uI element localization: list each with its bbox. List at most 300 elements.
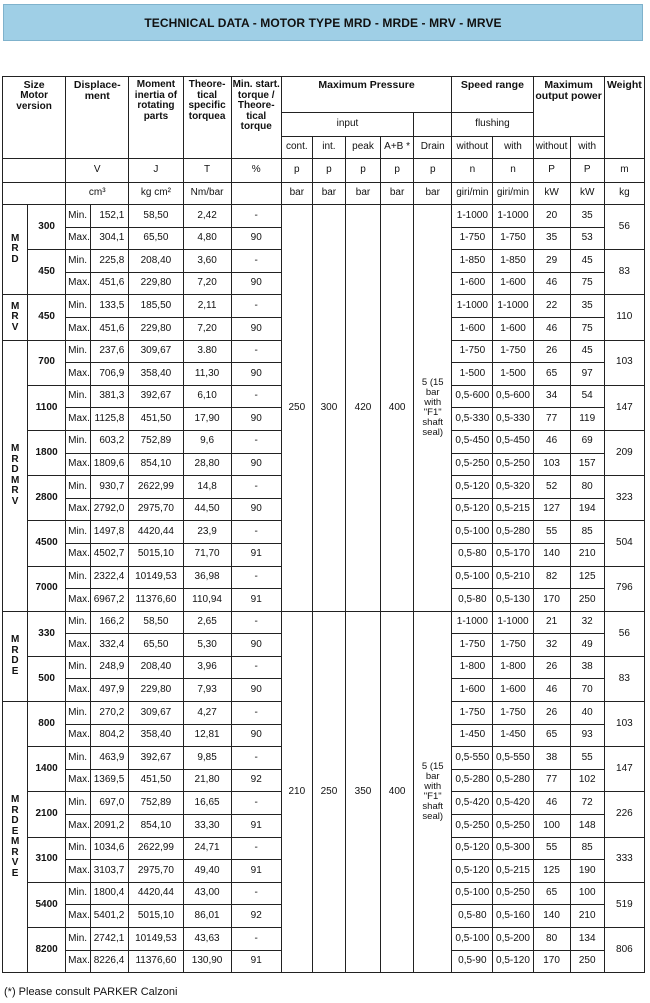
size-cell: 4500 xyxy=(28,521,66,566)
minmax-label: Min. xyxy=(66,611,91,634)
start-torque-value: 90 xyxy=(231,408,281,431)
size-cell: 8200 xyxy=(28,928,66,973)
weight-cell: 83 xyxy=(604,656,644,701)
power-with: 102 xyxy=(570,769,604,792)
size-cell: 330 xyxy=(28,611,66,656)
speed-with: 0,5-420 xyxy=(493,792,533,815)
power-with: 32 xyxy=(570,611,604,634)
start-torque-value: 90 xyxy=(231,498,281,521)
power-with: 53 xyxy=(570,227,604,250)
start-torque-value: 90 xyxy=(231,227,281,250)
power-with: 55 xyxy=(570,747,604,770)
power-with: 45 xyxy=(570,340,604,363)
weight-cell: 103 xyxy=(604,340,644,385)
size-cell: 700 xyxy=(28,340,66,385)
displacement-value: 706,9 xyxy=(91,363,129,386)
displacement-value: 930,7 xyxy=(91,476,129,499)
motor-version-cell: MRDE MRVE xyxy=(3,702,28,973)
displacement-value: 2091,2 xyxy=(91,815,129,838)
col-speed-range: Speed range xyxy=(452,77,533,113)
displacement-value: 2742,1 xyxy=(91,928,129,951)
start-torque-value: 91 xyxy=(231,860,281,883)
power-without: 170 xyxy=(533,950,570,973)
moment-value: 65,50 xyxy=(129,227,183,250)
size-cell: 450 xyxy=(28,250,66,295)
displacement-value: 1800,4 xyxy=(91,882,129,905)
speed-with: 0,5-130 xyxy=(493,589,533,612)
size-cell: 2100 xyxy=(28,792,66,837)
pressure-ab: 400 xyxy=(381,611,414,973)
power-with: 38 xyxy=(570,656,604,679)
pressure-int: 250 xyxy=(312,611,345,973)
torque-value: 33,30 xyxy=(183,815,231,838)
power-with: 190 xyxy=(570,860,604,883)
displacement-value: 3103,7 xyxy=(91,860,129,883)
power-without: 46 xyxy=(533,679,570,702)
power-with: 35 xyxy=(570,205,604,228)
speed-without: 0,5-80 xyxy=(452,543,493,566)
power-without: 26 xyxy=(533,340,570,363)
power-without: 46 xyxy=(533,430,570,453)
power-with: 75 xyxy=(570,272,604,295)
motor-version-cell: MRD xyxy=(3,205,28,295)
moment-value: 5015,10 xyxy=(129,543,183,566)
weight-cell: 806 xyxy=(604,928,644,973)
weight-cell: 323 xyxy=(604,476,644,521)
torque-value: 7,93 xyxy=(183,679,231,702)
torque-value: 28,80 xyxy=(183,453,231,476)
speed-without: 0,5-600 xyxy=(452,385,493,408)
power-without: 29 xyxy=(533,250,570,273)
displacement-value: 497,9 xyxy=(91,679,129,702)
speed-without: 1-750 xyxy=(452,702,493,725)
speed-with: 1-1000 xyxy=(493,205,533,228)
torque-value: 2,65 xyxy=(183,611,231,634)
minmax-label: Min. xyxy=(66,476,91,499)
weight-cell: 519 xyxy=(604,882,644,927)
minmax-label: Min. xyxy=(66,340,91,363)
moment-value: 358,40 xyxy=(129,724,183,747)
torque-value: 14,8 xyxy=(183,476,231,499)
speed-without: 1-850 xyxy=(452,250,493,273)
speed-without: 0,5-550 xyxy=(452,747,493,770)
moment-value: 854,10 xyxy=(129,453,183,476)
speed-without: 0,5-100 xyxy=(452,521,493,544)
displacement-value: 1034,6 xyxy=(91,837,129,860)
minmax-label: Min. xyxy=(66,385,91,408)
torque-value: 23,9 xyxy=(183,521,231,544)
power-with: 100 xyxy=(570,882,604,905)
start-torque-value: 90 xyxy=(231,317,281,340)
power-with: 119 xyxy=(570,408,604,431)
torque-value: 86,01 xyxy=(183,905,231,928)
moment-value: 11376,60 xyxy=(129,950,183,973)
minmax-label: Min. xyxy=(66,205,91,228)
pressure-cont: 250 xyxy=(281,205,312,612)
speed-with: 0,5-200 xyxy=(493,928,533,951)
displacement-value: 2322,4 xyxy=(91,566,129,589)
displacement-value: 225,8 xyxy=(91,250,129,273)
minmax-label: Min. xyxy=(66,656,91,679)
start-torque-value: 90 xyxy=(231,724,281,747)
weight-cell: 504 xyxy=(604,521,644,566)
moment-value: 4420,44 xyxy=(129,882,183,905)
torque-value: 17,90 xyxy=(183,408,231,431)
displacement-value: 4502,7 xyxy=(91,543,129,566)
start-torque-value: - xyxy=(231,385,281,408)
torque-value: 16,65 xyxy=(183,792,231,815)
displacement-value: 381,3 xyxy=(91,385,129,408)
weight-cell: 147 xyxy=(604,747,644,792)
motor-version-cell: MRDE xyxy=(3,611,28,701)
power-with: 72 xyxy=(570,792,604,815)
symbol-cell: p xyxy=(345,159,380,183)
start-torque-value: 91 xyxy=(231,589,281,612)
minmax-label: Min. xyxy=(66,882,91,905)
power-without: 52 xyxy=(533,476,570,499)
speed-without: 1-750 xyxy=(452,634,493,657)
minmax-label: Max. xyxy=(66,905,91,928)
unit-cell: kg xyxy=(604,183,644,205)
speed-without: 1-750 xyxy=(452,340,493,363)
minmax-label: Max. xyxy=(66,363,91,386)
size-cell: 3100 xyxy=(28,837,66,882)
moment-value: 65,50 xyxy=(129,634,183,657)
displacement-value: 152,1 xyxy=(91,205,129,228)
start-torque-value: - xyxy=(231,521,281,544)
power-without: 46 xyxy=(533,317,570,340)
moment-value: 10149,53 xyxy=(129,566,183,589)
torque-value: 44,50 xyxy=(183,498,231,521)
speed-with: 1-750 xyxy=(493,340,533,363)
power-without: 46 xyxy=(533,272,570,295)
torque-value: 21,80 xyxy=(183,769,231,792)
symbol-cell: P xyxy=(533,159,570,183)
moment-value: 451,50 xyxy=(129,408,183,431)
power-without: 65 xyxy=(533,724,570,747)
speed-with: 1-750 xyxy=(493,634,533,657)
speed-without: 1-500 xyxy=(452,363,493,386)
start-torque-value: - xyxy=(231,430,281,453)
power-without: 65 xyxy=(533,363,570,386)
unit-cell-blank xyxy=(3,183,66,205)
table-row xyxy=(3,611,645,634)
displacement-value: 8226,4 xyxy=(91,950,129,973)
torque-value: 24,71 xyxy=(183,837,231,860)
power-with: 194 xyxy=(570,498,604,521)
start-torque-value: - xyxy=(231,928,281,951)
power-with: 210 xyxy=(570,543,604,566)
power-with: 148 xyxy=(570,815,604,838)
power-without: 140 xyxy=(533,543,570,566)
start-torque-value: - xyxy=(231,295,281,318)
symbol-cell: J xyxy=(129,159,183,183)
symbol-cell: P xyxy=(570,159,604,183)
minmax-label: Min. xyxy=(66,792,91,815)
unit-cell: giri/min xyxy=(452,183,493,205)
moment-value: 11376,60 xyxy=(129,589,183,612)
start-torque-value: 91 xyxy=(231,815,281,838)
unit-cell: bar xyxy=(345,183,380,205)
symbol-cell: n xyxy=(452,159,493,183)
moment-value: 208,40 xyxy=(129,656,183,679)
minmax-label: Max. xyxy=(66,408,91,431)
moment-value: 358,40 xyxy=(129,363,183,386)
minmax-label: Max. xyxy=(66,815,91,838)
moment-value: 309,67 xyxy=(129,702,183,725)
power-without: 21 xyxy=(533,611,570,634)
weight-cell: 56 xyxy=(604,205,644,250)
pressure-peak: 420 xyxy=(345,205,380,612)
speed-with: 0,5-550 xyxy=(493,747,533,770)
minmax-label: Min. xyxy=(66,928,91,951)
weight-cell: 147 xyxy=(604,385,644,430)
minmax-label: Min. xyxy=(66,521,91,544)
torque-value: 3,96 xyxy=(183,656,231,679)
symbol-cell: V xyxy=(66,159,129,183)
start-torque-value: 90 xyxy=(231,634,281,657)
speed-without: 0,5-100 xyxy=(452,882,493,905)
torque-value: 9,6 xyxy=(183,430,231,453)
subhdr-drain-blank xyxy=(414,113,452,137)
torque-value: 12,81 xyxy=(183,724,231,747)
weight-cell: 796 xyxy=(604,566,644,611)
subhdr-input: input xyxy=(281,113,413,137)
moment-value: 208,40 xyxy=(129,250,183,273)
weight-cell: 209 xyxy=(604,430,644,475)
start-torque-value: - xyxy=(231,656,281,679)
minmax-label: Min. xyxy=(66,566,91,589)
speed-without: 0,5-100 xyxy=(452,566,493,589)
power-with: 35 xyxy=(570,295,604,318)
moment-value: 4420,44 xyxy=(129,521,183,544)
speed-with: 0,5-300 xyxy=(493,837,533,860)
start-torque-value: 91 xyxy=(231,543,281,566)
displacement-value: 603,2 xyxy=(91,430,129,453)
power-without: 46 xyxy=(533,792,570,815)
power-with: 54 xyxy=(570,385,604,408)
size-cell: 5400 xyxy=(28,882,66,927)
power-without: 22 xyxy=(533,295,570,318)
col-weight: Weight xyxy=(604,77,644,159)
col-size xyxy=(3,77,66,159)
subhdr-drain: Drain xyxy=(414,137,452,159)
speed-with: 0,5-250 xyxy=(493,815,533,838)
start-torque-value: - xyxy=(231,566,281,589)
weight-cell: 56 xyxy=(604,611,644,656)
power-without: 103 xyxy=(533,453,570,476)
pressure-peak: 350 xyxy=(345,611,380,973)
torque-value: 7,20 xyxy=(183,317,231,340)
start-torque-value: - xyxy=(231,250,281,273)
torque-value: 3,60 xyxy=(183,250,231,273)
size-label: Size xyxy=(23,79,45,91)
start-torque-value: - xyxy=(231,837,281,860)
power-with: 69 xyxy=(570,430,604,453)
size-cell: 450 xyxy=(28,295,66,340)
minmax-label: Max. xyxy=(66,543,91,566)
speed-without: 0,5-120 xyxy=(452,498,493,521)
torque-value: 4,27 xyxy=(183,702,231,725)
displacement-value: 697,0 xyxy=(91,792,129,815)
displacement-value: 1125,8 xyxy=(91,408,129,431)
speed-without: 1-600 xyxy=(452,679,493,702)
speed-without: 1-600 xyxy=(452,317,493,340)
displacement-value: 1809,6 xyxy=(91,453,129,476)
speed-without: 0,5-250 xyxy=(452,453,493,476)
torque-value: 43,63 xyxy=(183,928,231,951)
col-max-pressure: Maximum Pressure xyxy=(281,77,452,113)
power-with: 157 xyxy=(570,453,604,476)
weight-cell: 226 xyxy=(604,792,644,837)
symbol-row xyxy=(3,159,645,183)
symbol-cell: % xyxy=(231,159,281,183)
speed-with: 0,5-210 xyxy=(493,566,533,589)
subhdr-int: int. xyxy=(312,137,345,159)
power-with: 49 xyxy=(570,634,604,657)
power-without: 100 xyxy=(533,815,570,838)
symbol-cell: p xyxy=(414,159,452,183)
moment-value: 2622,99 xyxy=(129,837,183,860)
start-torque-value: 90 xyxy=(231,453,281,476)
minmax-label: Max. xyxy=(66,498,91,521)
speed-with: 0,5-450 xyxy=(493,430,533,453)
speed-without: 0,5-330 xyxy=(452,408,493,431)
speed-with: 1-850 xyxy=(493,250,533,273)
power-without: 55 xyxy=(533,521,570,544)
power-without: 125 xyxy=(533,860,570,883)
speed-without: 1-600 xyxy=(452,272,493,295)
power-without: 77 xyxy=(533,769,570,792)
torque-value: 4,80 xyxy=(183,227,231,250)
moment-value: 392,67 xyxy=(129,385,183,408)
power-without: 20 xyxy=(533,205,570,228)
torque-value: 43,00 xyxy=(183,882,231,905)
subhdr-output-with: with xyxy=(570,137,604,159)
power-with: 97 xyxy=(570,363,604,386)
speed-with: 1-500 xyxy=(493,363,533,386)
torque-value: 3.80 xyxy=(183,340,231,363)
pressure-drain: 5 (15 bar with "F1" shaft seal) xyxy=(414,611,452,973)
minmax-label: Min. xyxy=(66,295,91,318)
unit-cell: kg cm² xyxy=(129,183,183,205)
start-torque-value: - xyxy=(231,882,281,905)
minmax-label: Min. xyxy=(66,837,91,860)
unit-cell: bar xyxy=(414,183,452,205)
unit-cell: giri/min xyxy=(493,183,533,205)
size-cell: 1800 xyxy=(28,430,66,475)
power-without: 34 xyxy=(533,385,570,408)
speed-without: 1-450 xyxy=(452,724,493,747)
start-torque-value: - xyxy=(231,792,281,815)
minmax-label: Max. xyxy=(66,860,91,883)
unit-cell: kW xyxy=(533,183,570,205)
displacement-value: 451,6 xyxy=(91,272,129,295)
minmax-label: Max. xyxy=(66,317,91,340)
speed-with: 0,5-320 xyxy=(493,476,533,499)
start-torque-value: - xyxy=(231,611,281,634)
pressure-ab: 400 xyxy=(381,205,414,612)
start-torque-value: - xyxy=(231,205,281,228)
moment-value: 752,89 xyxy=(129,792,183,815)
start-torque-value: - xyxy=(231,340,281,363)
speed-without: 0,5-80 xyxy=(452,589,493,612)
speed-with: 0,5-120 xyxy=(493,950,533,973)
pressure-cont: 210 xyxy=(281,611,312,973)
moment-value: 854,10 xyxy=(129,815,183,838)
motor-version-label: Motor version xyxy=(16,90,52,112)
power-with: 250 xyxy=(570,589,604,612)
pressure-int: 300 xyxy=(312,205,345,612)
displacement-value: 6967,2 xyxy=(91,589,129,612)
speed-without: 0,5-250 xyxy=(452,815,493,838)
speed-without: 0,5-120 xyxy=(452,837,493,860)
size-cell: 7000 xyxy=(28,566,66,611)
symbol-cell: m xyxy=(604,159,644,183)
minmax-label: Max. xyxy=(66,724,91,747)
size-cell: 2800 xyxy=(28,476,66,521)
technical-data-table xyxy=(2,76,645,973)
moment-value: 58,50 xyxy=(129,611,183,634)
minmax-label: Max. xyxy=(66,453,91,476)
displacement-value: 304,1 xyxy=(91,227,129,250)
weight-cell: 110 xyxy=(604,295,644,340)
symbol-cell-blank xyxy=(3,159,66,183)
speed-without: 0,5-80 xyxy=(452,905,493,928)
torque-value: 7,20 xyxy=(183,272,231,295)
displacement-value: 1369,5 xyxy=(91,769,129,792)
subhdr-output-without: without xyxy=(533,137,570,159)
moment-value: 752,89 xyxy=(129,430,183,453)
start-torque-value: 90 xyxy=(231,272,281,295)
start-torque-value: 92 xyxy=(231,905,281,928)
moment-value: 392,67 xyxy=(129,747,183,770)
moment-value: 58,50 xyxy=(129,205,183,228)
start-torque-value: 90 xyxy=(231,363,281,386)
power-with: 85 xyxy=(570,521,604,544)
moment-value: 185,50 xyxy=(129,295,183,318)
minmax-label: Min. xyxy=(66,747,91,770)
unit-cell: cm³ xyxy=(66,183,129,205)
moment-value: 2975,70 xyxy=(129,498,183,521)
speed-without: 0,5-120 xyxy=(452,860,493,883)
power-without: 65 xyxy=(533,882,570,905)
speed-with: 0,5-170 xyxy=(493,543,533,566)
moment-value: 5015,10 xyxy=(129,905,183,928)
minmax-label: Max. xyxy=(66,589,91,612)
size-cell: 800 xyxy=(28,702,66,747)
moment-value: 2975,70 xyxy=(129,860,183,883)
speed-with: 1-750 xyxy=(493,227,533,250)
minmax-label: Max. xyxy=(66,272,91,295)
symbol-cell: n xyxy=(493,159,533,183)
power-with: 134 xyxy=(570,928,604,951)
start-torque-value: 90 xyxy=(231,679,281,702)
displacement-value: 451,6 xyxy=(91,317,129,340)
start-torque-value: 92 xyxy=(231,769,281,792)
power-without: 170 xyxy=(533,589,570,612)
minmax-label: Max. xyxy=(66,679,91,702)
power-with: 40 xyxy=(570,702,604,725)
subhdr-peak: peak xyxy=(345,137,380,159)
torque-value: 9,85 xyxy=(183,747,231,770)
unit-cell: bar xyxy=(381,183,414,205)
speed-without: 1-800 xyxy=(452,656,493,679)
footnote: (*) Please consult PARKER Calzoni xyxy=(4,986,178,998)
displacement-value: 237,6 xyxy=(91,340,129,363)
speed-with: 1-600 xyxy=(493,272,533,295)
power-with: 210 xyxy=(570,905,604,928)
